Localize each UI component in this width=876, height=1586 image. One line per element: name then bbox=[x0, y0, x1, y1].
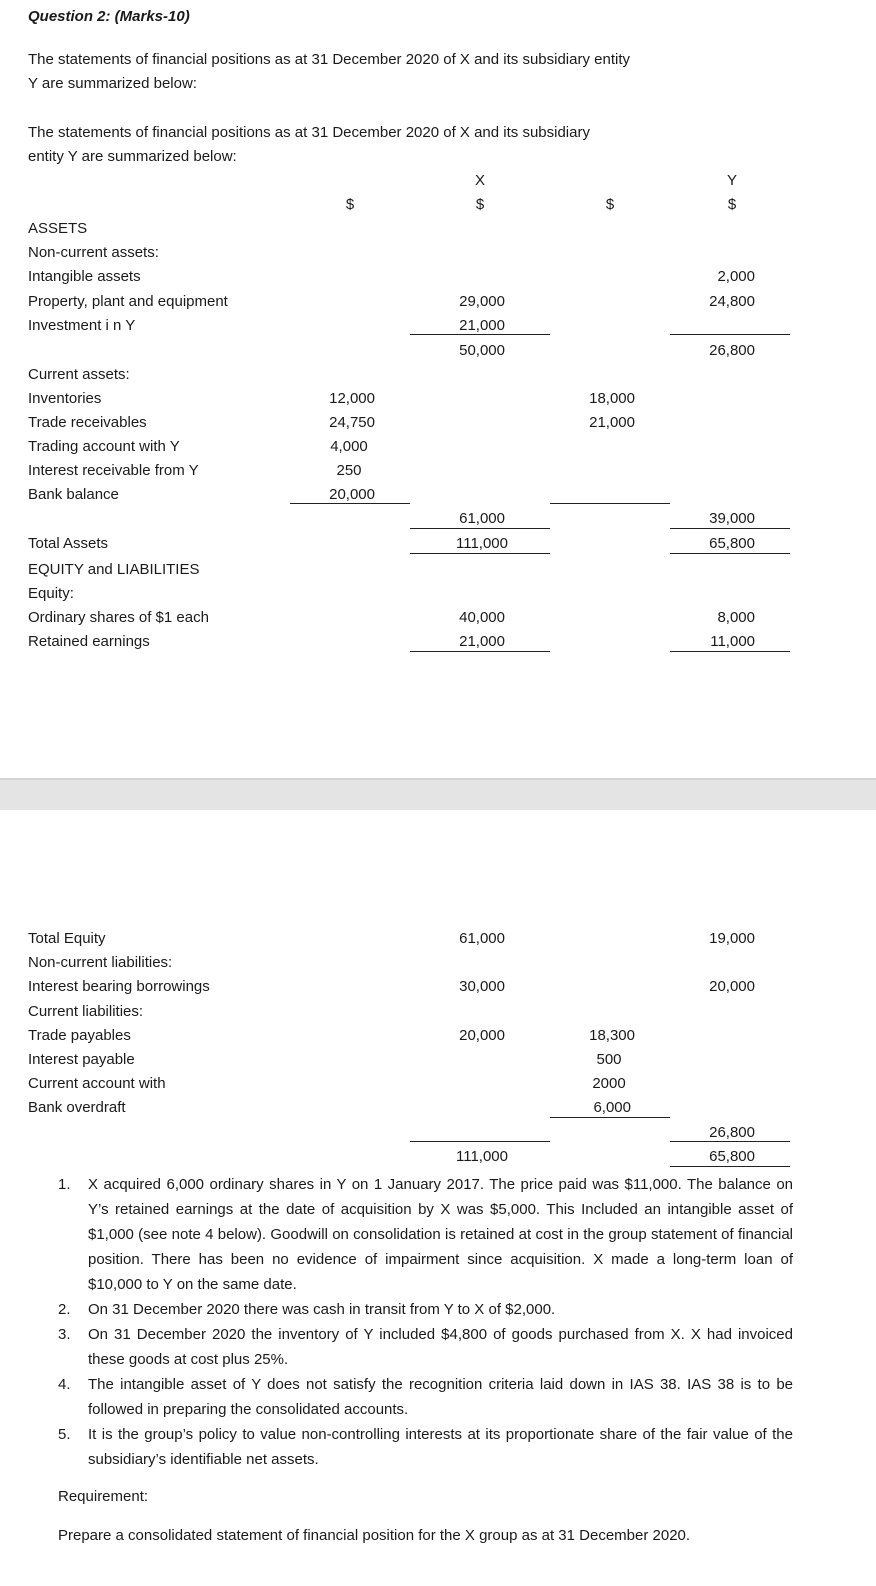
page-break-separator bbox=[0, 778, 876, 810]
receivables-y-detail: 21,000 bbox=[589, 414, 635, 431]
label-interest-payable: Interest payable bbox=[28, 1051, 135, 1068]
label-investment-in-y: Investment i n Y bbox=[28, 317, 136, 334]
inventories-x-detail: 12,000 bbox=[329, 390, 375, 407]
intro-paragraph-1-line-1: The statements of financial positions as at 31 December 2020 of X and its subsidiary entity bbox=[28, 51, 630, 68]
requirement-text: Prepare a consolidated statement of financial position for the X group as at 31 December 2020. bbox=[58, 1527, 691, 1544]
cl-y-subtotal: 26,800 bbox=[709, 1124, 755, 1141]
rule-ca-y bbox=[670, 528, 790, 529]
column-header-x: X bbox=[474, 172, 485, 189]
rule-ca-x bbox=[410, 528, 550, 529]
retained-earnings-x: 21,000 bbox=[459, 633, 505, 650]
label-current-assets: Current assets: bbox=[28, 366, 130, 383]
trade-payables-y-detail: 18,300 bbox=[589, 1027, 635, 1044]
label-assets: ASSETS bbox=[28, 220, 88, 237]
total-equity-y: 19,000 bbox=[709, 930, 755, 947]
note-item: 3. On 31 December 2020 the inventory of Y included $4,800 of goods purchased from X. X had invoiced these goods at cost plus 25%. bbox=[58, 1326, 793, 1368]
ordinary-shares-x: 40,000 bbox=[459, 609, 505, 626]
current-account-y-detail: 2000 bbox=[592, 1075, 626, 1092]
label-trading-account: Trading account with Y bbox=[28, 438, 180, 455]
currency-x-detail: $ bbox=[345, 196, 355, 213]
label-interest-receivable: Interest receivable from Y bbox=[28, 462, 199, 479]
rule-equity-y bbox=[670, 651, 790, 652]
ppe-x-total: 29,000 bbox=[459, 293, 505, 310]
rule-nca-x bbox=[410, 334, 550, 335]
note-item: 5. It is the group’s policy to value non-controlling interests at its proportionate share of the fair value of the subsidiary’s identifiable net assets. bbox=[58, 1426, 793, 1468]
label-ppe: Property, plant and equipment bbox=[28, 293, 228, 310]
label-total-assets: Total Assets bbox=[28, 535, 109, 552]
total-equity-x: 61,000 bbox=[459, 930, 505, 947]
nca-x-subtotal: 50,000 bbox=[459, 342, 505, 359]
retained-earnings-y: 11,000 bbox=[710, 633, 755, 650]
label-non-current-liabilities: Non-current liabilities: bbox=[28, 954, 173, 971]
intro-paragraph-2-line-2: entity Y are summarized below: bbox=[28, 148, 237, 165]
label-total-equity: Total Equity bbox=[28, 930, 106, 947]
interest-payable-y-detail: 500 bbox=[596, 1051, 622, 1068]
rule-total-assets-x bbox=[410, 553, 550, 554]
investment-x-total: 21,000 bbox=[459, 317, 505, 334]
trade-payables-x: 20,000 bbox=[459, 1027, 505, 1044]
ca-y-subtotal: 39,000 bbox=[709, 510, 755, 527]
label-equity-and-liabilities: EQUITY and LIABILITIES bbox=[28, 561, 200, 578]
receivables-x-detail: 24,750 bbox=[329, 414, 375, 431]
requirement-label: Requirement: bbox=[58, 1488, 149, 1505]
label-current-account: Current account with bbox=[28, 1075, 166, 1092]
grand-total-x: 111,000 bbox=[456, 1148, 508, 1165]
label-trade-receivables: Trade receivables bbox=[28, 414, 147, 431]
label-bank-overdraft: Bank overdraft bbox=[28, 1099, 126, 1116]
currency-y-total: $ bbox=[727, 196, 737, 213]
label-trade-payables: Trade payables bbox=[28, 1027, 131, 1044]
grand-total-y: 65,800 bbox=[709, 1148, 755, 1165]
inventories-y-detail: 18,000 bbox=[589, 390, 635, 407]
total-assets-x: 111,000 bbox=[456, 535, 508, 552]
rule-cl-x bbox=[410, 1141, 550, 1142]
note-item: 1. X acquired 6,000 ordinary shares in Y on 1 January 2017. The price paid was $11,000. The balance on Y’s retained earnings at the date of acquisition by X was $5,000. This Included an intangible asset of $1,000 (see note 4 below). Goodwill on consolidation is retained at cost in the group statement of financial position. There has been no evidence of impairment since acquisition. X made a long-term loan of $10,000 to Y on the same date. bbox=[58, 1176, 793, 1293]
question-heading: Question 2: (Marks-10) bbox=[28, 8, 190, 25]
label-inventories: Inventories bbox=[28, 390, 102, 407]
total-assets-y: 65,800 bbox=[709, 535, 755, 552]
trading-account-x-detail: 4,000 bbox=[330, 438, 368, 455]
intro-paragraph-1-line-2: Y are summarized below: bbox=[28, 75, 197, 92]
borrowings-y: 20,000 bbox=[709, 978, 755, 995]
label-bank-balance: Bank balance bbox=[28, 486, 119, 503]
label-retained-earnings: Retained earnings bbox=[28, 633, 150, 650]
note-item: 2. On 31 December 2020 there was cash in transit from Y to X of $2,000. bbox=[58, 1301, 556, 1318]
rule-equity-x bbox=[410, 651, 550, 652]
rule-total-assets-y bbox=[670, 553, 790, 554]
bank-balance-x-detail: 20,000 bbox=[329, 486, 375, 503]
ordinary-shares-y: 8,000 bbox=[717, 609, 755, 626]
currency-y-detail: $ bbox=[605, 196, 615, 213]
rule-nca-y bbox=[670, 334, 790, 335]
intangible-y-total: 2,000 bbox=[717, 268, 755, 285]
label-equity: Equity: bbox=[28, 585, 74, 602]
column-header-y: Y bbox=[726, 172, 737, 189]
rule-grand-total-y bbox=[670, 1166, 790, 1167]
intro-paragraph-2-line-1: The statements of financial positions as at 31 December 2020 of X and its subsidiary bbox=[28, 124, 590, 141]
notes-list bbox=[28, 1172, 793, 1472]
nca-y-subtotal: 26,800 bbox=[709, 342, 755, 359]
rule-cl-y bbox=[670, 1141, 790, 1142]
label-intangible-assets: Intangible assets bbox=[28, 268, 141, 285]
ca-x-subtotal: 61,000 bbox=[459, 510, 505, 527]
label-interest-bearing-borrowings: Interest bearing borrowings bbox=[28, 978, 210, 995]
rule-ca-y-detail bbox=[550, 503, 670, 504]
bank-overdraft-y-detail: 6,000 bbox=[593, 1099, 631, 1116]
label-ordinary-shares: Ordinary shares of $1 each bbox=[28, 609, 209, 626]
rule-cl-y-detail bbox=[550, 1117, 670, 1118]
ppe-y-total: 24,800 bbox=[709, 293, 755, 310]
rule-ca-x-detail bbox=[290, 503, 410, 504]
label-non-current-assets: Non-current assets: bbox=[28, 244, 159, 261]
label-current-liabilities: Current liabilities: bbox=[28, 1003, 144, 1020]
note-item: 4. The intangible asset of Y does not satisfy the recognition criteria laid down in IAS 38. IAS 38 is to be followed in preparing the consolidated accounts. bbox=[58, 1376, 793, 1418]
borrowings-x: 30,000 bbox=[459, 978, 505, 995]
interest-receivable-x-detail: 250 bbox=[336, 462, 362, 479]
currency-x-total: $ bbox=[475, 196, 485, 213]
